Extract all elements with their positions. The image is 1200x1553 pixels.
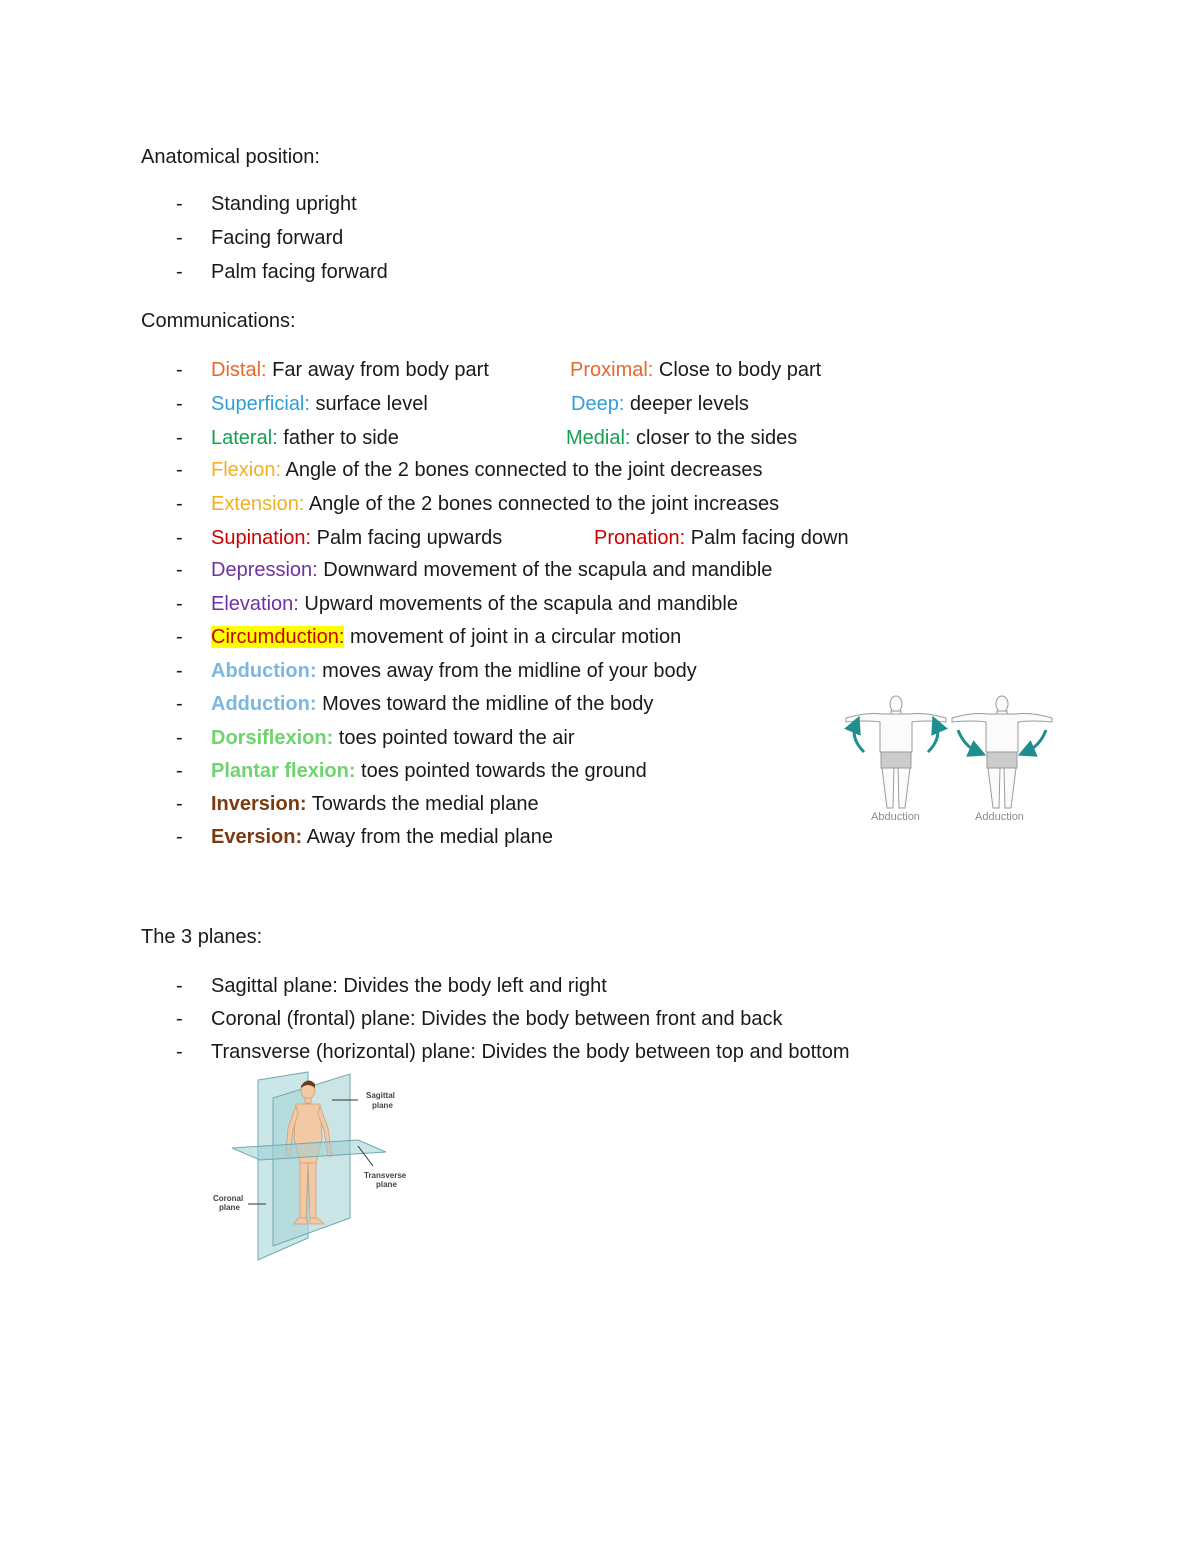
term-definition: moves away from the midline of your body	[316, 660, 697, 682]
term-proximal: Proximal:	[570, 359, 654, 381]
adduction-body-figure	[952, 696, 1052, 808]
term-definition: Moves toward the midline of the body	[316, 693, 654, 715]
term-entry	[211, 691, 653, 717]
term-elevation: Elevation:	[211, 593, 299, 615]
term-entry	[211, 725, 575, 751]
list-item-text: Facing forward	[211, 227, 344, 249]
term-flexion: Flexion:	[211, 459, 282, 481]
adduction-arrow-left	[958, 730, 978, 752]
bullet-dash: -	[176, 459, 183, 481]
term-abduction: Abduction:	[211, 660, 317, 682]
term-circumduction: Circumduction:	[211, 626, 345, 648]
bullet-dash: -	[176, 527, 183, 549]
abduction-figure-label: Abduction	[871, 811, 920, 823]
adduction-figure-label: Adduction	[975, 811, 1024, 823]
list-item-text: Coronal (frontal) plane: Divides the body between front and back	[211, 1008, 783, 1030]
term-entry	[211, 457, 763, 483]
term-definition: Upward movements of the scapula and mandible	[298, 593, 738, 615]
bullet-dash: -	[176, 359, 183, 381]
term-definition: father to side	[277, 427, 399, 449]
abduction-adduction-figure	[836, 690, 1062, 825]
term-definition: deeper levels	[624, 393, 749, 415]
communications-heading: Communications:	[141, 310, 296, 332]
body-planes-figure	[208, 1068, 428, 1263]
term-deep: Deep:	[571, 393, 625, 415]
term-definition: Far away from body part	[266, 359, 489, 381]
bullet-dash: -	[176, 660, 183, 682]
term-dorsiflexion: Dorsiflexion:	[211, 727, 334, 749]
term-entry	[211, 591, 738, 617]
list-item-text: Standing upright	[211, 193, 357, 215]
transverse-label-line2: plane	[376, 1180, 397, 1189]
bullet-dash: -	[176, 760, 183, 782]
bullet-dash: -	[176, 1008, 183, 1030]
term-depression: Depression:	[211, 559, 318, 581]
term-definition: Angle of the 2 bones connected to the joint decreases	[281, 459, 763, 481]
anatomical-position-heading: Anatomical position:	[141, 146, 320, 168]
bullet-dash: -	[176, 193, 183, 215]
term-definition: toes pointed toward the air	[333, 727, 575, 749]
term-definition: Downward movement of the scapula and mandible	[317, 559, 773, 581]
term-definition: Towards the medial plane	[306, 793, 539, 815]
bullet-dash: -	[176, 826, 183, 848]
term-definition: surface level	[309, 393, 428, 415]
term-adduction: Adduction:	[211, 693, 317, 715]
term-definition: movement of joint in a circular motion	[344, 626, 682, 648]
term-definition: Palm facing down	[685, 527, 849, 549]
term-entry	[211, 824, 553, 850]
term-pronation: Pronation:	[594, 527, 686, 549]
abduction-arrow-right	[928, 724, 938, 752]
coronal-label-line2: plane	[219, 1203, 240, 1212]
term-inversion: Inversion:	[211, 793, 307, 815]
adduction-arrow-right	[1026, 730, 1046, 752]
term-definition: toes pointed towards the ground	[355, 760, 647, 782]
term-definition: Palm facing upwards	[311, 527, 503, 549]
transverse-label-line1: Transverse	[364, 1171, 407, 1180]
term-entry	[594, 525, 849, 551]
bullet-dash: -	[176, 261, 183, 283]
term-entry	[571, 391, 749, 417]
transverse-plane	[232, 1140, 386, 1160]
bullet-dash: -	[176, 393, 183, 415]
bullet-dash: -	[176, 559, 183, 581]
sagittal-label-line2: plane	[372, 1101, 393, 1110]
term-definition: closer to the sides	[630, 427, 798, 449]
sagittal-label-line1: Sagittal	[366, 1091, 395, 1100]
term-entry	[211, 425, 399, 451]
term-definition: Close to body part	[653, 359, 822, 381]
term-entry	[211, 391, 428, 417]
bullet-dash: -	[176, 975, 183, 997]
bullet-dash: -	[176, 693, 183, 715]
term-distal: Distal:	[211, 359, 267, 381]
term-supination: Supination:	[211, 527, 312, 549]
bullet-dash: -	[176, 493, 183, 515]
term-entry	[211, 758, 647, 784]
bullet-dash: -	[176, 227, 183, 249]
term-entry	[211, 357, 489, 383]
term-medial: Medial:	[566, 427, 631, 449]
term-eversion: Eversion:	[211, 826, 303, 848]
term-superficial: Superficial:	[211, 393, 310, 415]
term-extension: Extension:	[211, 493, 305, 515]
term-plantar-flexion: Plantar flexion:	[211, 760, 356, 782]
bullet-dash: -	[176, 626, 183, 648]
term-definition: Angle of the 2 bones connected to the joint increases	[304, 493, 780, 515]
bullet-dash: -	[176, 593, 183, 615]
bullet-dash: -	[176, 1041, 183, 1063]
term-definition: Away from the medial plane	[302, 826, 554, 848]
abduction-body-figure	[846, 696, 946, 808]
term-entry	[211, 658, 697, 684]
term-entry	[211, 624, 681, 650]
term-entry	[570, 357, 821, 383]
term-entry	[211, 791, 539, 817]
planes-heading: The 3 planes:	[141, 926, 263, 948]
list-item-text: Palm facing forward	[211, 261, 388, 283]
bullet-dash: -	[176, 727, 183, 749]
bullet-dash: -	[176, 427, 183, 449]
abduction-arrow-left	[854, 724, 864, 752]
list-item-text: Transverse (horizontal) plane: Divides the body between top and bottom	[211, 1041, 850, 1063]
list-item-text: Sagittal plane: Divides the body left and right	[211, 975, 607, 997]
term-entry	[566, 425, 797, 451]
bullet-dash: -	[176, 793, 183, 815]
term-entry	[211, 491, 779, 517]
term-lateral: Lateral:	[211, 427, 278, 449]
term-entry	[211, 557, 772, 583]
coronal-label-line1: Coronal	[213, 1194, 244, 1203]
term-entry	[211, 525, 502, 551]
